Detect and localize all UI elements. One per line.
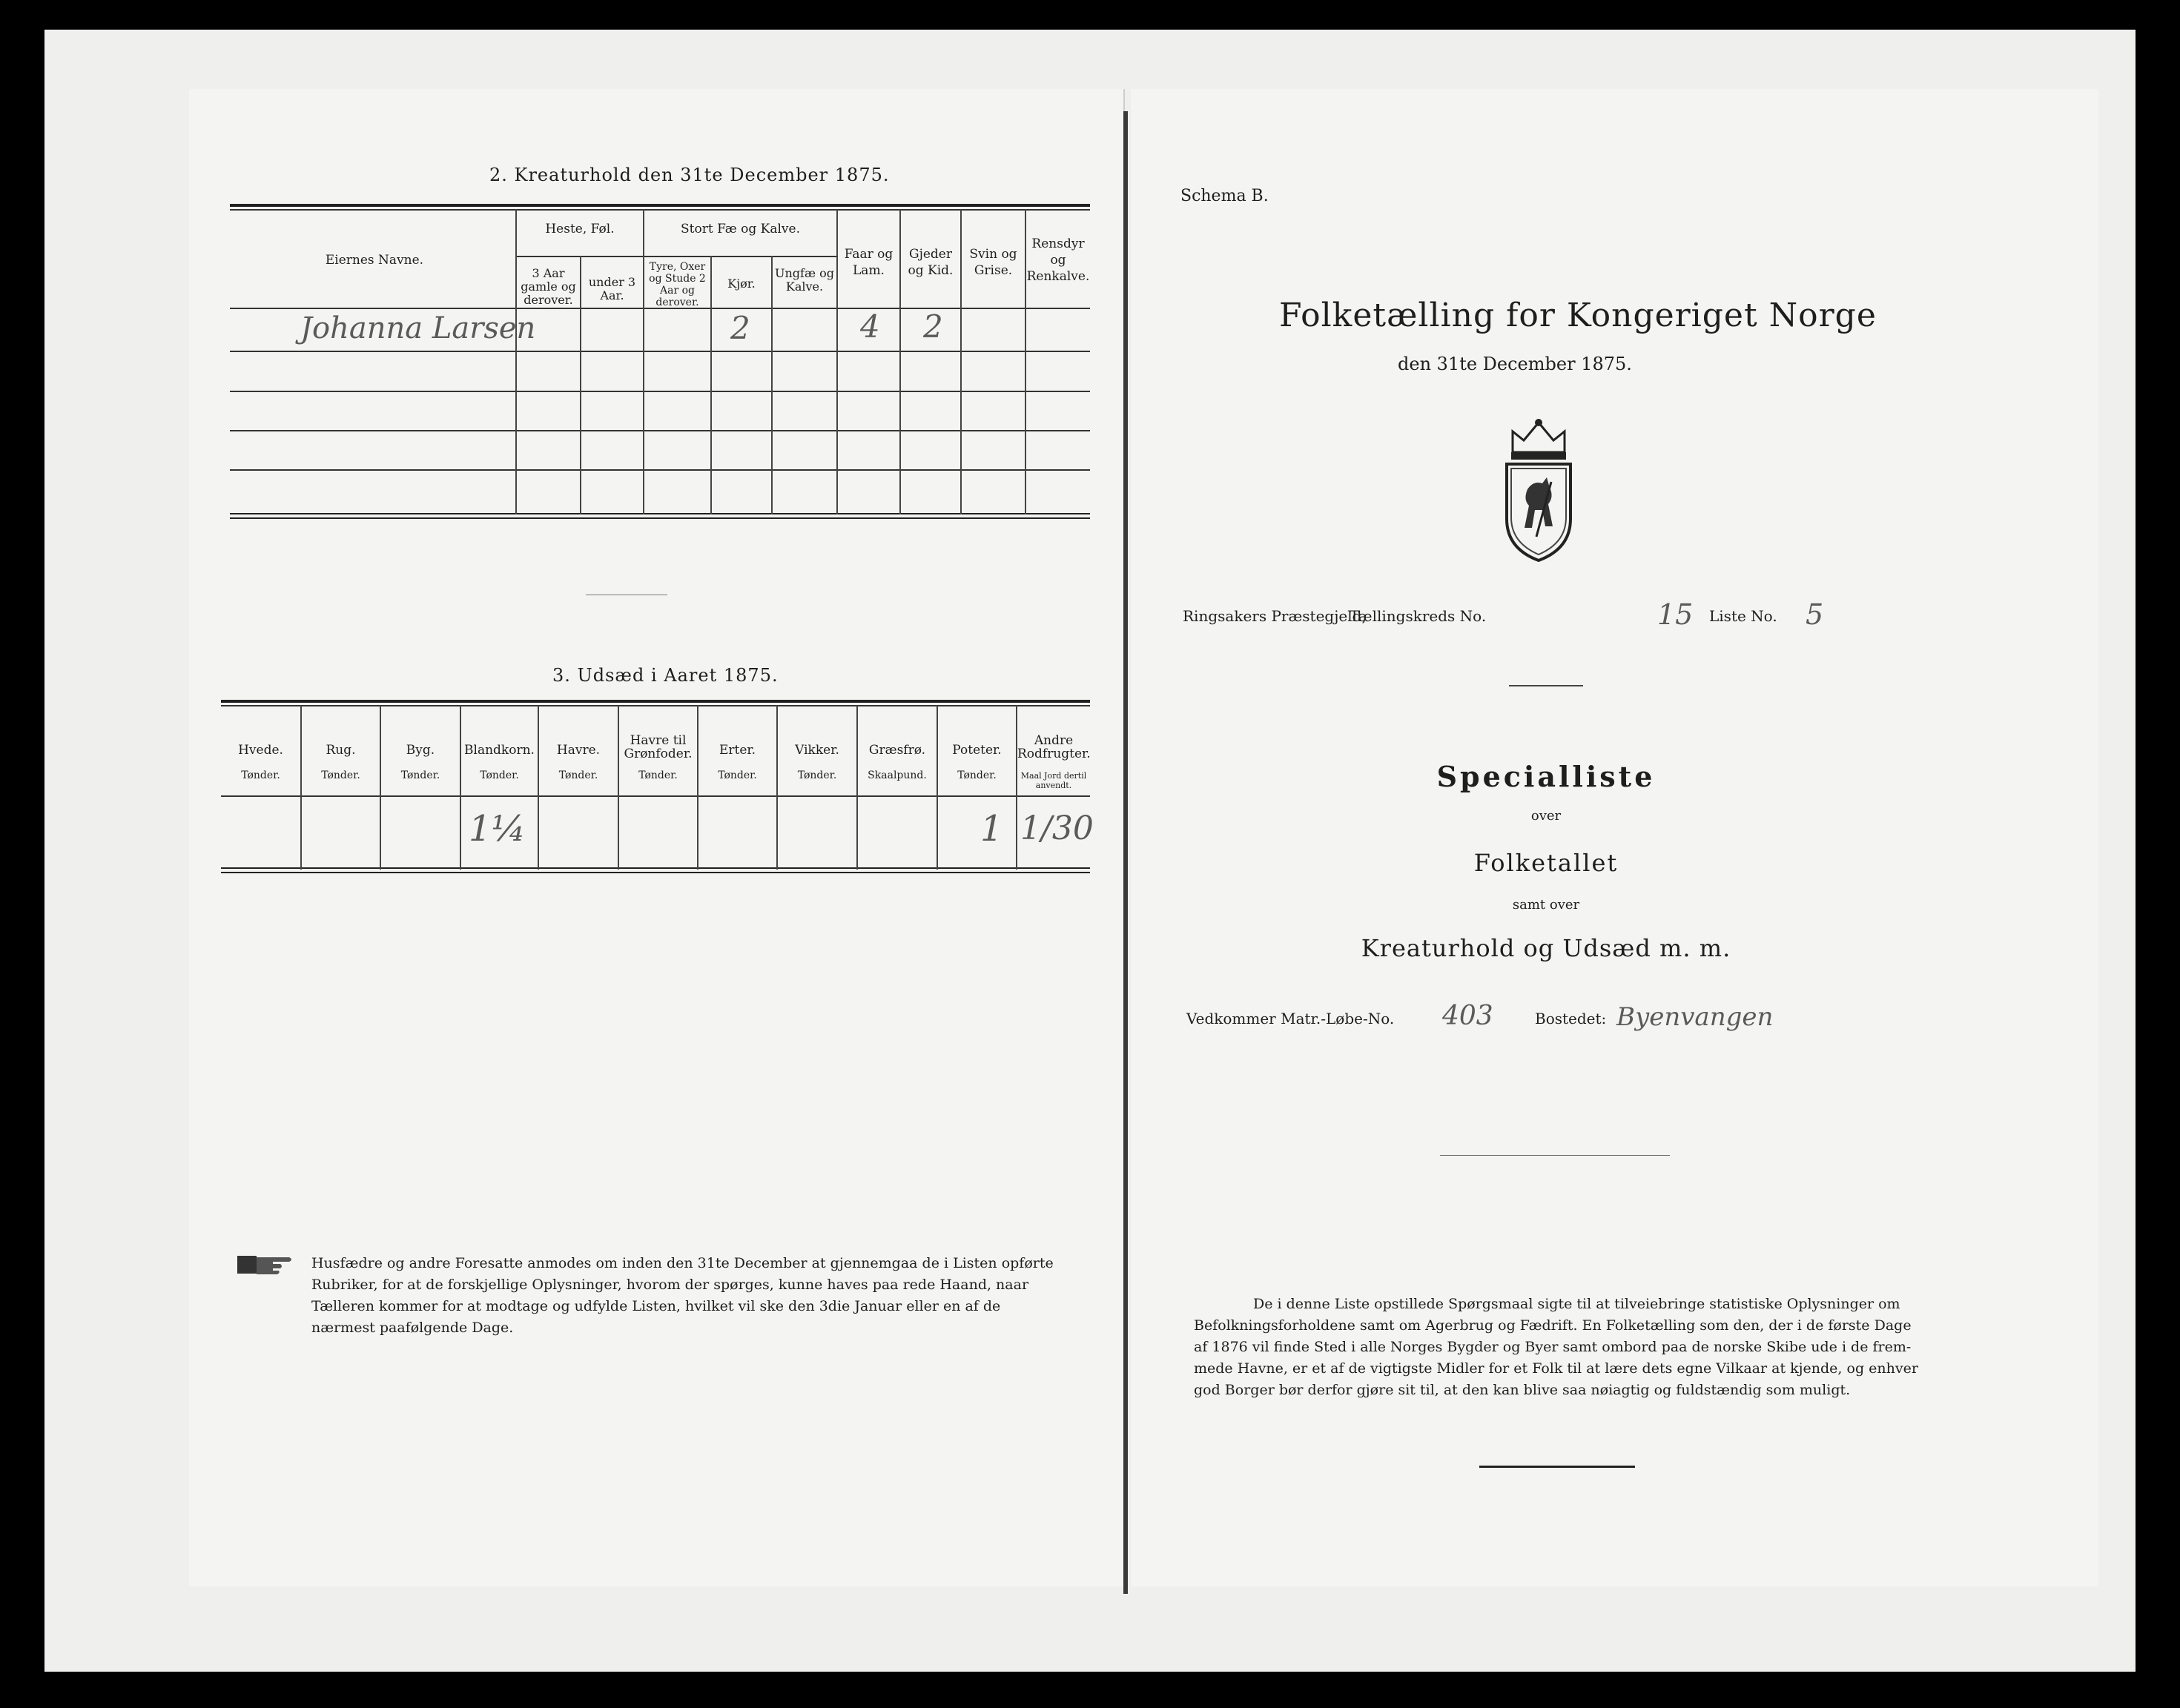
seed-col-name: Havre til Grønfoder. — [624, 733, 693, 761]
seed-col-unit: Tønder. — [797, 769, 837, 781]
notice-line: Tælleren kommer for at modtage og udfylde Listen, hvilket vil ske den 3die Januar eller en af de — [311, 1298, 1001, 1314]
seed-col-unit: Tønder. — [718, 769, 757, 781]
seed-col-unit: Skaalpund. — [868, 769, 927, 781]
col-pigs: Svin og Grise. — [969, 247, 1017, 278]
notice-text — [311, 1253, 1097, 1339]
seed-col-unit: Tønder. — [957, 769, 997, 781]
kreds-value: 15 — [1657, 598, 1694, 631]
goats-value: 2 — [923, 308, 943, 345]
over-text: over — [1530, 808, 1562, 824]
bosted-value: Byenvangen — [1616, 1002, 1774, 1032]
col-reindeer: Rensdyr og Renkalve. — [1026, 236, 1090, 284]
samt-over-text: samt over — [1512, 897, 1580, 913]
col-sheep: Faar og Lam. — [844, 247, 894, 278]
seed-col-name: Rug. — [326, 743, 356, 758]
divider — [1440, 1155, 1670, 1156]
seed-col-name: Andre Rodfrugter. — [1017, 733, 1091, 761]
group-horses-header: Heste, Føl. — [545, 222, 615, 236]
seed-col-unit: Tønder. — [241, 769, 280, 781]
info-line: god Borger bør derfor gjøre sit til, at den kan blive saa nøiagtig og fuldstændig som muligt. — [1194, 1382, 1851, 1398]
matr-value: 403 — [1442, 1001, 1493, 1031]
seed-col-name: Hvede. — [238, 743, 283, 758]
liste-label: Liste No. — [1709, 607, 1777, 625]
notice-line: nærmest paafølgende Dage. — [311, 1320, 514, 1336]
liste-value: 5 — [1806, 598, 1824, 631]
divider — [1509, 685, 1583, 686]
notice-line: Husfædre og andre Foresatte anmodes om inden den 31te December at gjennemgaa de i Listen opførte — [311, 1255, 1054, 1271]
seed-col-name: Byg. — [406, 743, 435, 758]
cows-value: 2 — [730, 310, 750, 346]
pointing-hand-icon — [237, 1251, 295, 1277]
andre-value: 1/30 — [1020, 810, 1094, 847]
section2-title: 2. Kreaturhold den 31te December 1875. — [489, 165, 890, 185]
divider — [1479, 1466, 1635, 1468]
col-bulls: Tyre, Oxer og Stude 2 Aar og derover. — [649, 261, 706, 308]
sheep-value: 4 — [860, 308, 880, 345]
seed-col-unit: Tønder. — [480, 769, 519, 781]
col-horses-3yr: 3 Aar gamle og derover. — [521, 266, 576, 307]
seed-col-unit: Tønder. — [558, 769, 598, 781]
kreaturhold-title: Kreaturhold og Udsæd m. m. — [1361, 934, 1731, 962]
matr-line — [1186, 1001, 1854, 1038]
coat-of-arms-icon — [1498, 415, 1579, 563]
info-line: De i denne Liste opstillede Spørgsmaal sigte til at tilveiebringe statistiske Oplysninger om — [1253, 1296, 1900, 1312]
matr-label: Vedkommer Matr.-Løbe-No. — [1186, 1010, 1395, 1027]
info-line: mede Havne, er et af de vigtigste Midler for et Folk til at lære dets egne Vilkaar at kjende, og enhver — [1194, 1360, 1918, 1377]
info-text — [1194, 1294, 2032, 1401]
seed-col-unit: Maal Jord dertil anvendt. — [1020, 771, 1087, 790]
seed-col-unit: Tønder. — [400, 769, 440, 781]
seed-col-unit: Tønder. — [638, 769, 678, 781]
col-goats: Gjeder og Kid. — [908, 247, 954, 278]
main-title: Folketælling for Kongeriget Norge — [1279, 297, 1877, 334]
seed-col-name: Blandkorn. — [464, 743, 535, 758]
seed-col-name: Poteter. — [952, 743, 1002, 758]
col-young: Ungfæ og Kalve. — [775, 266, 834, 294]
folketallet-title: Folketallet — [1473, 849, 1619, 877]
owner-name: Johanna Larsen — [300, 311, 536, 345]
seed-col-name: Vikker. — [795, 743, 839, 758]
bosted-label: Bostedet: — [1535, 1010, 1607, 1027]
parish-line — [1183, 598, 1924, 634]
section3-title: 3. Udsæd i Aaret 1875. — [552, 665, 779, 686]
seed-col-name: Erter. — [719, 743, 756, 758]
schema-label: Schema B. — [1180, 187, 1269, 205]
col-horses-under3: under 3 Aar. — [588, 275, 636, 302]
blandkorn-value: 1¼ — [469, 808, 526, 850]
group-cattle-header: Stort Fæ og Kalve. — [681, 222, 800, 236]
poteter-value: 1 — [980, 808, 1003, 850]
seed-col-name: Havre. — [556, 743, 601, 758]
notice-line: Rubriker, for at de forskjellige Oplysninger, hvorom der spørges, kunne haves paa rede Haand, naar — [311, 1277, 1029, 1293]
info-line: af 1876 vil finde Sted i alle Norges Bygder og Byer samt ombord paa de norske Skibe ude i de frem- — [1194, 1339, 1912, 1355]
col-cows: Kjør. — [727, 277, 756, 291]
parish-name: Ringsakers Præstegjeld, — [1183, 607, 1367, 625]
kreds-label: Tællingskreds No. — [1350, 607, 1487, 625]
info-line: Befolkningsforholdene samt om Agerbrug og Fædrift. En Folketælling som den, der i de første Dage — [1194, 1317, 1912, 1334]
seed-col-name: Græsfrø. — [868, 743, 926, 758]
census-date: den 31te December 1875. — [1398, 354, 1632, 374]
specialliste-title: Specialliste — [1436, 760, 1656, 793]
book-spine — [1123, 111, 1128, 1594]
seed-col-unit: Tønder. — [321, 769, 360, 781]
col-owner-header: Eiernes Navne. — [325, 253, 424, 268]
